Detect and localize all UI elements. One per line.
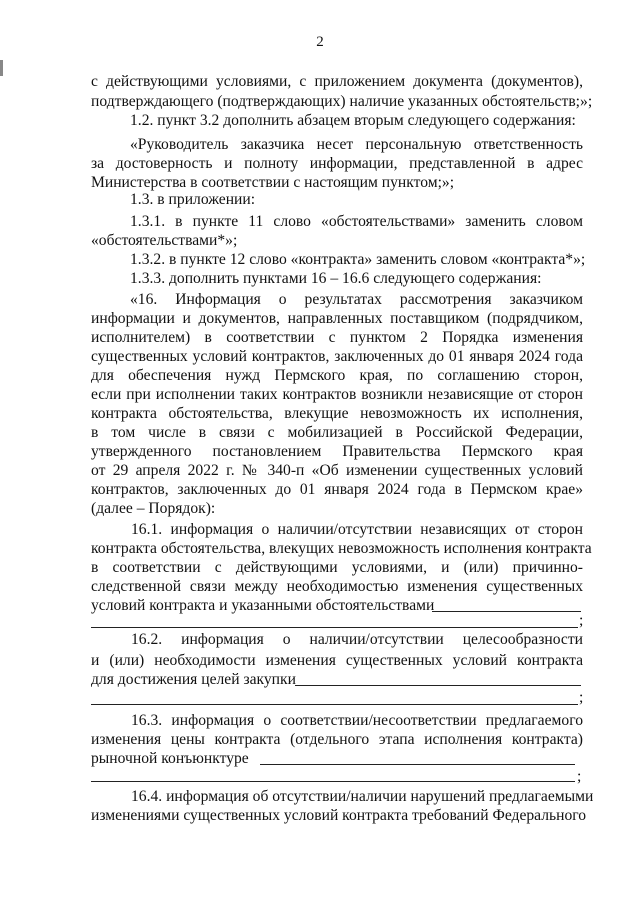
text-line: существенных условий контрактов, заключенных до 01 января 2024 года [91, 348, 583, 365]
text-line: изменениями существенных условий контракта требований Федерального [91, 807, 587, 824]
fill-in-blank [295, 685, 581, 686]
text-line: исполнителем) в соответствии с пунктом 2 Порядка изменения [91, 329, 583, 346]
fill-in-blank [432, 611, 581, 612]
text-line: и (или) необходимости изменения существенных условий контракта [91, 652, 583, 669]
text-line: с действующими условиями, с приложением документа (документов), [91, 73, 583, 90]
text-line: (далее – Порядок): [91, 500, 216, 517]
fill-in-blank [91, 704, 578, 705]
text-line: 1.3.1. в пункте 11 слово «обстоятельствами» заменить словом [130, 213, 583, 230]
text-line: для обеспечения нужд Пермского края, по соглашению сторон, [91, 367, 583, 384]
text-line: 1.2. пункт 3.2 дополнить абзацем вторым следующего содержания: [130, 112, 576, 129]
fill-in-blank [260, 764, 575, 765]
text-line: контракта обстоятельства, влекущих невозможность исполнения контракта [91, 540, 592, 557]
page-number: 2 [316, 34, 324, 50]
text-line: 16.2. информация о наличии/отсутствии целесообразности [131, 631, 583, 648]
text-line: Министерства в соответствии с настоящим пунктом;»; [91, 174, 455, 191]
semicolon: ; [577, 768, 582, 785]
text-line: 1.3.2. в пункте 12 слово «контракта» заменить словом «контракта*»; [130, 251, 586, 268]
text-line: в том числе в связи с мобилизацией в Российской Федерации, [91, 424, 583, 441]
text-line: контракта обстоятельства, влекущие невозможность их исполнения, [91, 405, 583, 422]
semicolon: ; [579, 689, 584, 706]
text-line: «Руководитель заказчика несет персональную ответственность [130, 136, 583, 153]
text-line: если при исполнении таких контрактов возникли независящие от сторон [91, 386, 583, 403]
text-line: от 29 апреля 2022 г. № 340-п «Об изменении существенных условий [91, 462, 583, 479]
text-line: условий контракта и указанными обстоятельствами [91, 597, 435, 614]
scan-edge-mark [0, 60, 3, 76]
text-line: информации и документов, направленных поставщиком (подрядчиком, [91, 310, 583, 327]
text-line: подтверждающего (подтверждающих) наличие указанных обстоятельств;»; [91, 93, 593, 110]
semicolon: ; [579, 612, 584, 629]
text-line: 1.3.3. дополнить пунктами 16 – 16.6 следующего содержания: [130, 270, 542, 287]
fill-in-blank [91, 781, 575, 782]
fill-in-blank [91, 627, 578, 628]
text-line: 16.3. информация о соответствии/несоответствии предлагаемого [131, 712, 583, 729]
text-line: следственной связи между необходимостью изменения существенных [91, 578, 583, 595]
text-line: «16. Информация о результатах рассмотрения заказчиком [130, 291, 583, 308]
text-line: за достоверность и полноту информации, представленной в адрес [91, 155, 583, 172]
text-line: 16.1. информация о наличии/отсутствии независящих от сторон [131, 521, 583, 538]
text-line: «обстоятельствами*»; [91, 232, 238, 249]
text-line: изменения цены контракта (отдельного этапа исполнения контракта) [91, 731, 583, 748]
text-line: контрактов, заключенных до 01 января 2024 года в Пермском крае» [91, 481, 583, 498]
text-line: утвержденного постановлением Правительства Пермского края [91, 443, 583, 460]
text-line: в соответствии с действующими условиями, и (или) причинно- [91, 559, 583, 576]
text-line: рыночной конъюнктуре [91, 750, 249, 767]
text-line: для достижения целей закупки [91, 671, 296, 688]
text-line: 16.4. информация об отсутствии/наличии нарушений предлагаемыми [131, 788, 594, 805]
text-line: 1.3. в приложении: [130, 191, 256, 208]
